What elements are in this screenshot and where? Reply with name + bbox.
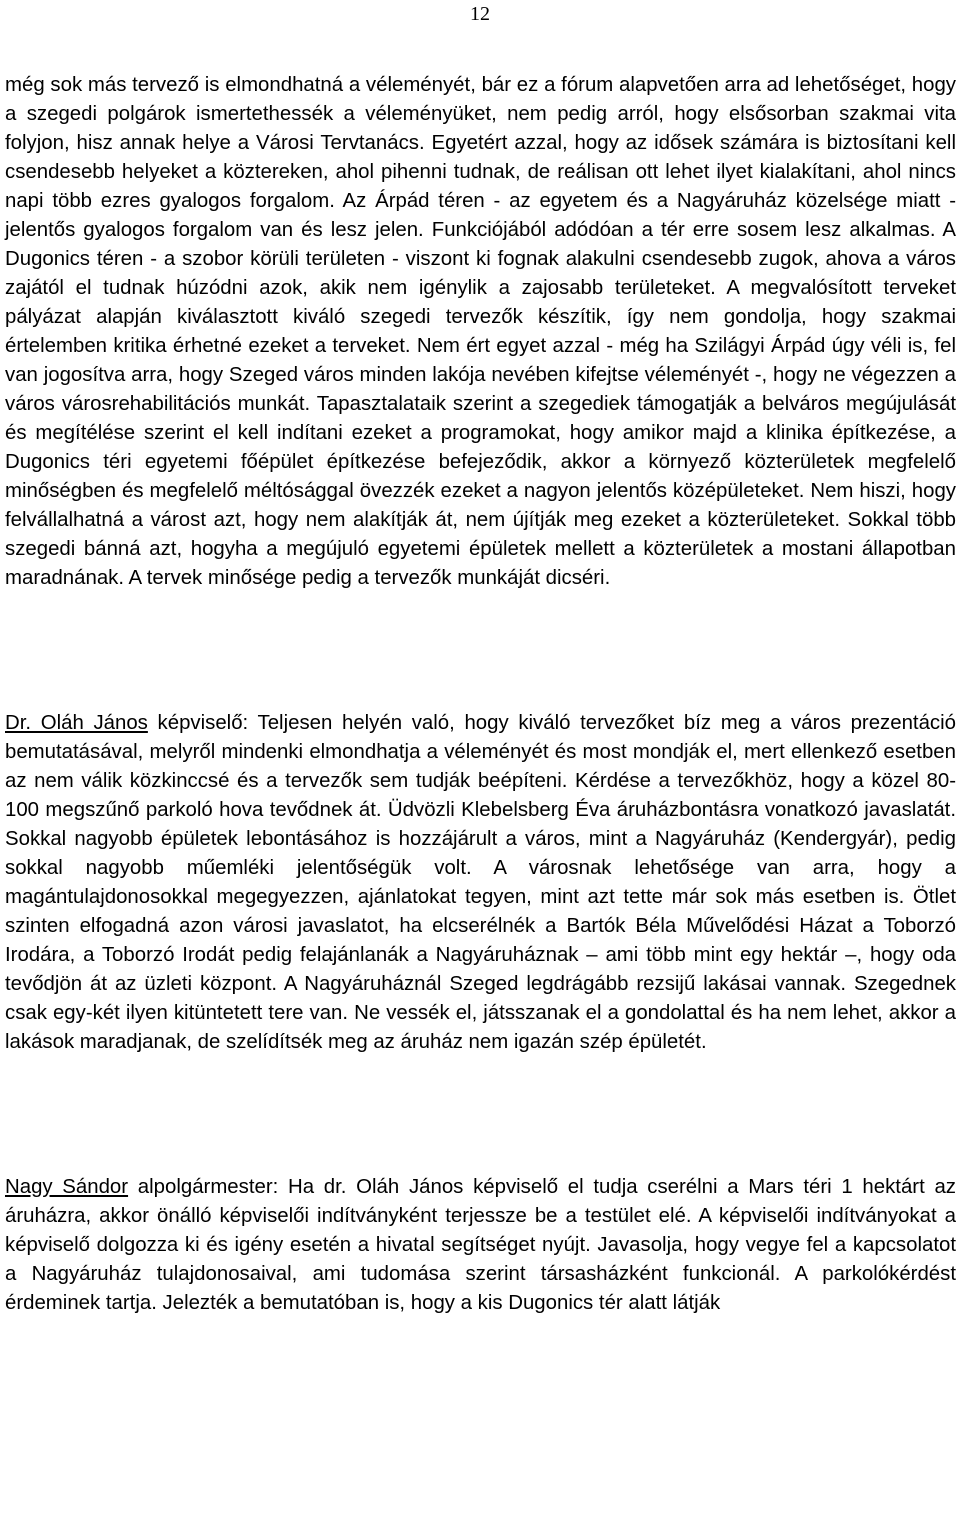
- speaker-name: Dr. Oláh János: [5, 712, 148, 734]
- paragraph-text: még sok más tervező is elmondhatná a véleményét, bár ez a fórum alapvetően arra ad lehetőséget, hogy a szegedi polgárok ismertethessék a véleményüket, nem pedig arról, hogy elsősorban szakmai vita folyjon, hisz annak helye a Városi Tervtanács. Egyetért azzal, hogy az idősek számára is biztosítani kell csendesebb helyeket a köztereken, ahol pihenni tudnak, de reálisan ott lehet ilyet kialakítani, ahol nincs napi több ezres gyalogos forgalom. Az Árpád téren - az egyetem és a Nagyáruház közelsége miatt - jelentős gyalogos forgalom van és lesz jelen. Funkciójából adódóan a tér erre sosem lesz alkalmas. A Dugonics téren - a szobor körüli területen - viszont ki fognak alakulni csendesebb zugok, ahova a város zajától el tudnak húzódni azok, akik nem igénylik a zajosabb területeket. A megvalósított terveket pályázat alapján kiválasztott kiváló szegedi tervezők készítik, így nem gondolja, hogy szakmai értelemben kritika érhetné ezeket a terveket. Nem ért egyet azzal - még ha Szilágyi Árpád úgy véli is, fel van jogosítva arra, hogy Szeged város minden lakója nevében kifejtse véleményét -, hogy ne végezzen a város városrehabilitációs munkát. Tapasztalataik szerint a szegediek támogatják a belváros megújulását és megítélése szerint el kell indítani ezeket a programokat, hogy amikor majd a klinika építkezése, a Dugonics téri egyetemi főépület építkezése befejeződik, akkor a környező közterületek megfelelő minőségben és megfelelő méltósággal övezzék ezeket a nagyon jelentős középületeket. Nem hiszi, hogy felvállalhatná a várost azt, hogy nem alakítják át, nem újítják meg ezeket a közterületeket. Sokkal több szegedi bánná azt, hogyha a megújuló egyetemi épületek mellett a közterületek a mostani állapotban maradnának. A tervek minősége pedig a tervezők munkáját dicséri.: [5, 74, 956, 589]
- speaker-name: Nagy Sándor: [5, 1176, 129, 1198]
- page-number: 12: [470, 3, 490, 25]
- paragraph-gap: [5, 593, 956, 709]
- paragraph-text: képviselő: Teljesen helyén való, hogy kiváló tervezőket bíz meg a város prezentáció bemutatásával, melyről mindenki elmondhatja a véleményét és most mondják el, mert ellenkező esetben az nem válik közkinccsé és a tervezők sem tudják beépíteni. Kérdése a tervezőkhöz, hogy a közel 80-100 megszűnő parkoló hova tevődnek át. Üdvözli Klebelsberg Éva áruházbontásra vonatkozó javaslatát. Sokkal nagyobb épületek lebontásához is hozzájárult a város, mint a Nagyáruház (Kendergyár), pedig sokkal nagyobb műemléki jelentőségük volt. A városnak lehetősége van arra, hogy a magántulajdonosokkal megegyezzen, ajánlatokat tegyen, mint azt tette már sok más esetben is. Ötlet szinten elfogadná azon városi javaslatot, ha elcserélnék a Bartók Béla Művelődési Házat a Toborzó Irodára, a Toborzó Irodát pedig felajánlanák a Nagyáruháznak – ami több mint egy hektár –, hogy oda tevődjön át az üzleti központ. A Nagyáruháznál Szeged legdrágább rezsijű lakásai vannak. Szegednek csak egy-két ilyen kitüntetett tere van. Ne vessék el, játsszanak el a gondolattal és ha nem lehet, akkor a lakások maradjanak, de szelídítsék meg az áruház nem igazán szép épületét.: [5, 712, 956, 1053]
- paragraph-continuation: [5, 71, 956, 593]
- paragraph-text: alpolgármester: Ha dr. Oláh János képviselő el tudja cserélni a Mars téri 1 hektárt az áruházra, akkor önálló képviselői indítványként terjessze be a testület elé. A képviselői indítványokat a képviselő dolgozza ki és igény esetén a hivatal segítséget nyújt. Javasolja, hogy vegye fel a kapcsolatot a Nagyáruház tulajdonosaival, ami tudomása szerint társasházként funkcionál. A parkolókérdést érdeminek tartja. Jelezték a bemutatóban is, hogy a kis Dugonics tér alatt látják: [5, 1176, 956, 1314]
- paragraph-nagy-sandor: [5, 1173, 956, 1318]
- paragraph-gap: [5, 1057, 956, 1173]
- document-body: [5, 71, 956, 1318]
- paragraph-olah-janos: [5, 709, 956, 1057]
